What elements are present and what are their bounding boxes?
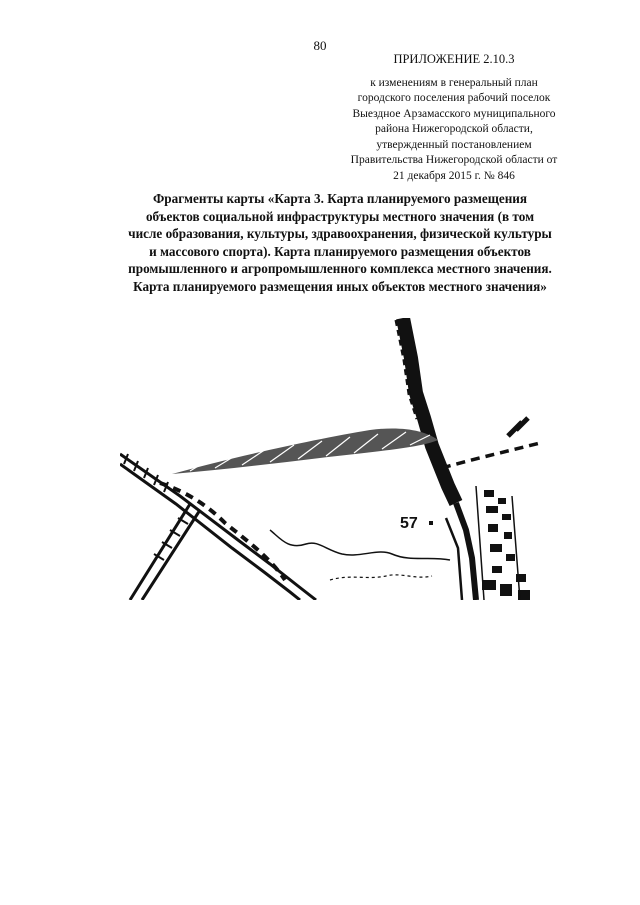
- boundary-mark: [508, 418, 528, 436]
- contour-line: [330, 575, 432, 580]
- map-label-57: 57: [400, 515, 418, 532]
- map-svg: [120, 318, 540, 600]
- road-branch: [130, 504, 200, 600]
- title-line: и массового спорта). Карта планируемого размещения объектов: [149, 243, 531, 259]
- map-point: [429, 521, 433, 525]
- appendix-line: городского поселения рабочий поселок: [357, 92, 551, 104]
- appendix-line: Правительства Нижегородской области от: [350, 154, 558, 166]
- creek-line: [270, 530, 450, 560]
- appendix-line: Выездное Арзамасского муниципального: [352, 107, 556, 120]
- title-line: Фрагменты карты «Карта 3. Карта планируемого размещения: [152, 191, 528, 206]
- built-up-area: [482, 490, 530, 600]
- road-corridor-west: [120, 454, 316, 600]
- document-title: [80, 190, 600, 296]
- boundary-line-west: [160, 483, 285, 580]
- appendix-header: [330, 52, 578, 184]
- hatched-area: [172, 428, 438, 474]
- appendix-line: района Нижегородской области,: [375, 123, 533, 135]
- appendix-line: к изменениям в генеральный план: [370, 76, 538, 89]
- boundary-line-east: [442, 443, 540, 468]
- title-line: числе образования, культуры, здравоохранения, физической культуры: [128, 226, 552, 242]
- page-number: 80: [313, 38, 327, 53]
- title-line: промышленного и агропромышленного комплекса местного значения.: [128, 261, 552, 277]
- appendix-title: ПРИЛОЖЕНИЕ 2.10.3: [393, 52, 515, 66]
- map-fragment: [120, 318, 540, 600]
- appendix-line: утвержденный постановлением: [376, 138, 532, 151]
- main-road: [403, 318, 456, 503]
- appendix-line: 21 декабря 2015 г. № 846: [393, 169, 515, 182]
- title-line: Карта планируемого размещения иных объектов местного значения»: [133, 278, 547, 294]
- title-line: объектов социальной инфраструктуры местного значения (в том: [145, 208, 535, 224]
